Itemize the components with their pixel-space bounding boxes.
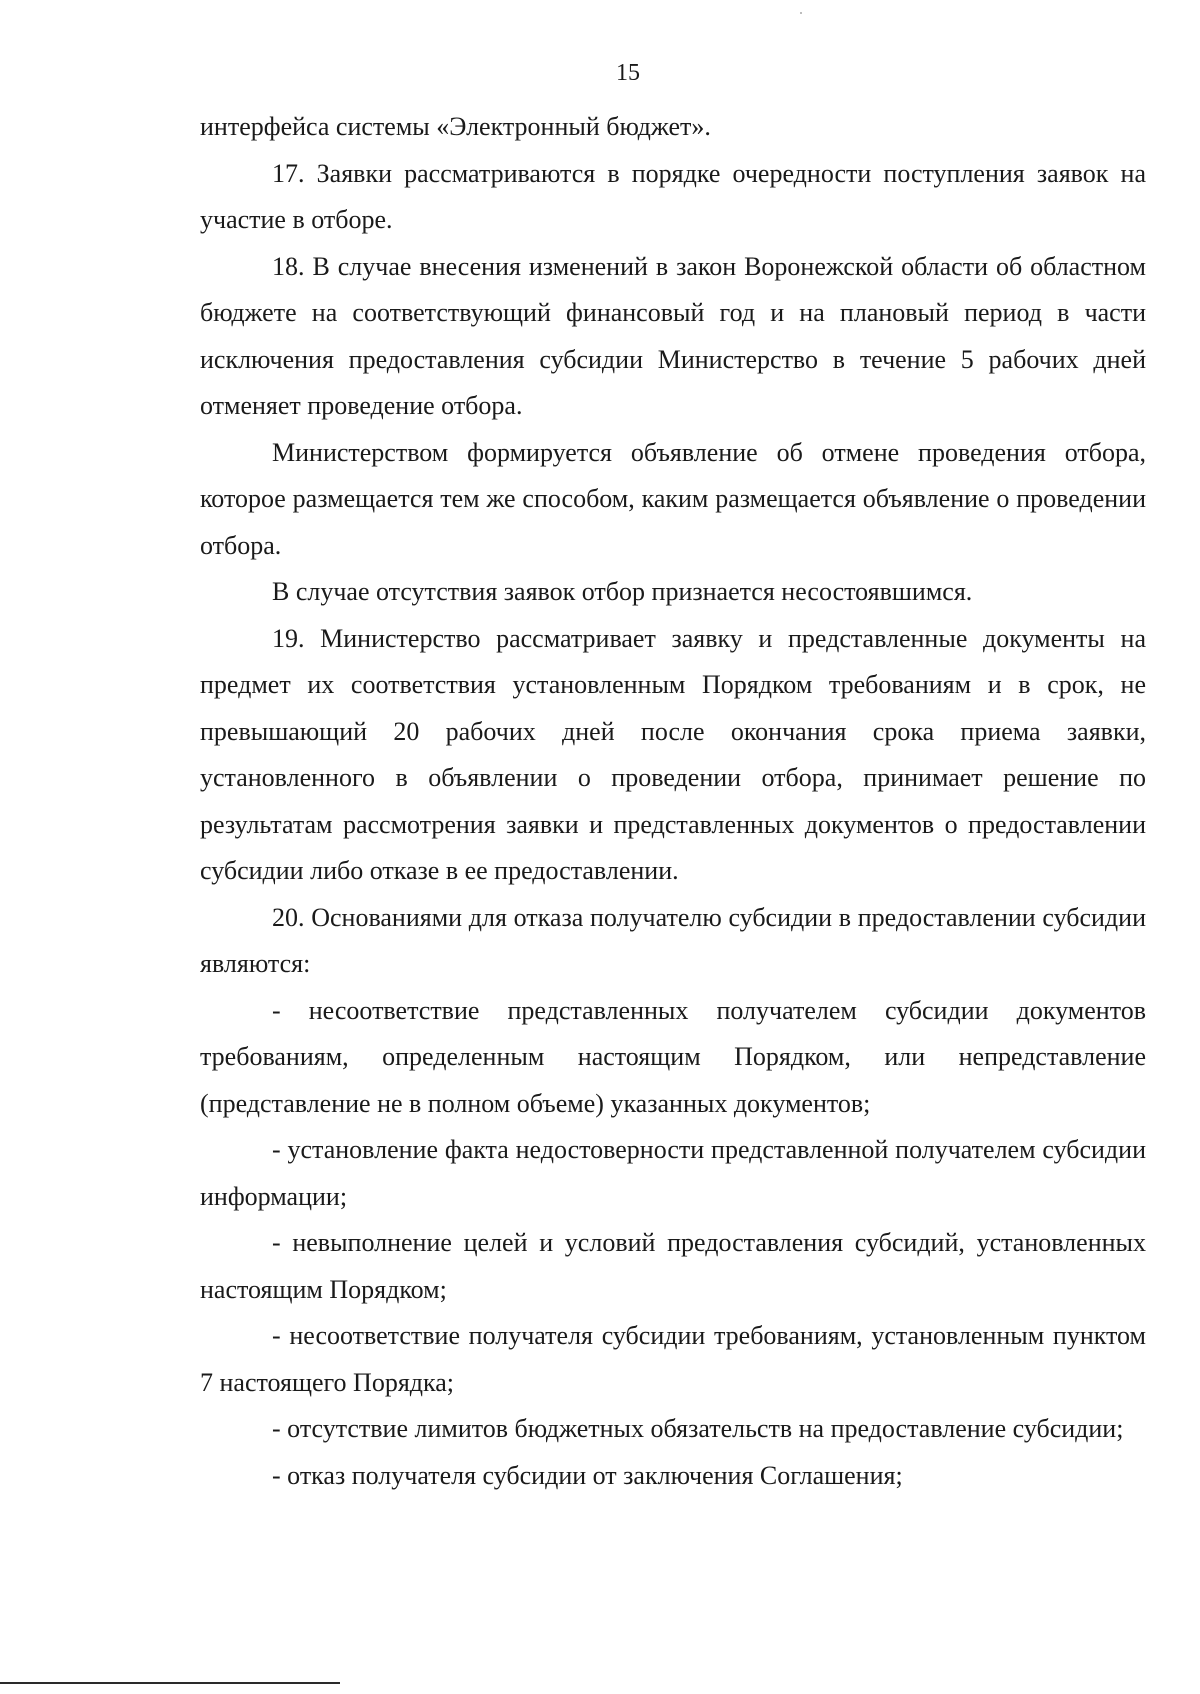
paragraph-no-applications: В случае отсутствия заявок отбор признается несостоявшимся.	[272, 577, 973, 606]
list-item-recipient-mismatch: - несоответствие получателя субсидии требованиям, установленным пунктом 7 настоящего Порядка;	[200, 1321, 1146, 1397]
list-item-conditions-not-met: - невыполнение целей и условий предоставления субсидий, установленных настоящим Порядком;	[200, 1228, 1146, 1304]
scan-edge-line	[0, 1682, 340, 1684]
scan-artifact-dot	[800, 12, 802, 14]
list-item-false-information: - установление факта недостоверности представленной получателем субсидии информации;	[200, 1135, 1146, 1211]
list-item-document-mismatch: - несоответствие представленных получателем субсидии документов требованиям, определенным настоящим Порядком, или непредставление (представление не в полном объеме) указанных документов;	[200, 995, 1146, 1118]
paragraph-item-20: 20. Основаниями для отказа получателю субсидии в предоставлении субсидии являются:	[200, 902, 1146, 978]
paragraph-continuation: интерфейса системы «Электронный бюджет».	[200, 112, 711, 141]
paragraph-item-18: 18. В случае внесения изменений в закон Воронежской области об областном бюджете на соответствующий финансовый год и на плановый период в части исключения предоставления субсидии Министерство в течение 5 рабочих дней отменяет проведение отбора.	[200, 251, 1146, 420]
paragraph-item-19: 19. Министерство рассматривает заявку и представленные документы на предмет их соответствия установленным Порядком требованиям и в срок, не превышающий 20 рабочих дней после окончания срока приема заявки, установленного в объявлении о проведении отбора, принимает решение по результатам рассмотрения заявки и представленных документов о предоставлении субсидии либо отказе в ее предоставлении.	[200, 623, 1146, 885]
document-body	[200, 104, 1146, 1499]
list-item-agreement-refusal: - отказ получателя субсидии от заключения Соглашения;	[272, 1460, 903, 1490]
paragraph-item-17: 17. Заявки рассматриваются в порядке очередности поступления заявок на участие в отборе.	[200, 158, 1146, 234]
list-item-no-budget-limits: - отсутствие лимитов бюджетных обязательств на предоставление субсидии;	[272, 1414, 1124, 1443]
paragraph-cancellation-notice: Министерством формируется объявление об отмене проведения отбора, которое размещается тем же способом, каким размещается объявление о проведении отбора.	[200, 437, 1146, 560]
page-number: 15	[616, 60, 640, 86]
